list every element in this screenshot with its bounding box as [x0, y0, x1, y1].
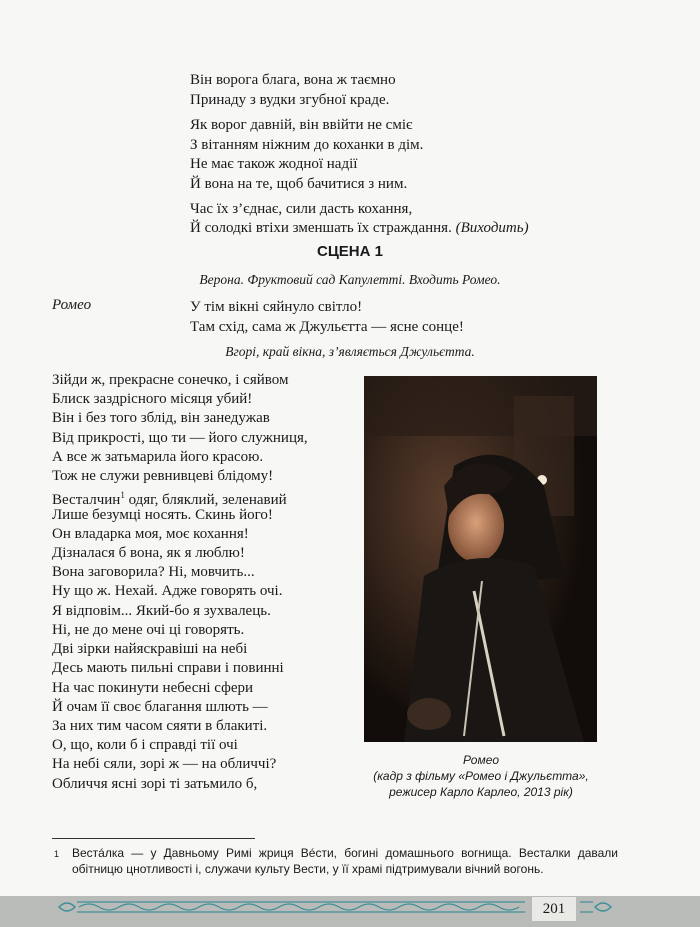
speech-line: У тім вікні сяйнуло світло!: [190, 299, 363, 315]
monologue-line: Я відповім... Який-бо я зухвалець.: [52, 603, 271, 619]
monologue-line: Вона заговорила? Ні, мовчить...: [52, 564, 255, 580]
verse-line: Й вона на те, щоб бачитися з ним.: [190, 176, 408, 192]
monologue-line: Тож не служи ревнивцеві блідому!: [52, 468, 274, 484]
monologue-line: Від прикрості, що ти — його служниця,: [52, 430, 308, 446]
stage-direction: Верона. Фруктовий сад Капулетті. Входить Ромео.: [199, 272, 501, 287]
film-still-image: [364, 376, 597, 742]
monologue-line: За них тим часом сяяти в блакиті.: [52, 718, 268, 734]
speech-line: Там схід, сама ж Джульєтта — ясне сонце!: [190, 319, 464, 335]
verse-line: Принаду з вудки згубної краде.: [190, 92, 390, 108]
monologue-line: Дізналася б вона, як я люблю!: [52, 545, 245, 561]
monologue-line: Ні, не до мене очі ці говорять.: [52, 622, 245, 638]
exit-note: (Виходить): [455, 220, 529, 236]
romeo-portrait-illustration: [364, 376, 597, 742]
verse-line: Як ворог давній, він ввійти не сміє: [190, 117, 413, 133]
monologue-line: На час покинути небесні сфери: [52, 680, 254, 696]
monologue-line: Блиск заздрісного місяця убий!: [52, 391, 253, 407]
monologue-line: А все ж затьмарила його красою.: [52, 449, 264, 465]
stage-direction: Вгорі, край вікна, з’являється Джульєтта.: [225, 344, 475, 359]
caption-line: (кадр з фільму «Ромео і Джульєтта»,: [373, 769, 589, 783]
caption-title: Ромео: [462, 753, 500, 767]
footnote-ref: 1: [120, 490, 125, 500]
verse-line: [190, 218, 529, 238]
monologue-line: Зійди ж, прекрасне сонечко, і сяйвом: [52, 372, 289, 388]
verse-line: Час їх з’єднає, сили дасть кохання,: [190, 201, 413, 217]
monologue-line: Дві зірки найяскравіші на небі: [52, 641, 248, 657]
monologue-text: одяг, бляклий, зеленавий: [124, 492, 287, 508]
speaker-name: Ромео: [52, 297, 92, 313]
monologue-line: Десь мають пильні справи і повинні: [52, 660, 284, 676]
verse-line: З вітанням ніжним до коханки в дім.: [190, 137, 424, 153]
scene-title: СЦЕНА 1: [317, 243, 383, 260]
monologue-text: Весталчин: [52, 492, 121, 508]
monologue-line: Ну що ж. Нехай. Адже говорять очі.: [52, 583, 283, 599]
monologue-line: Він і без того зблід, він занедужав: [52, 410, 270, 426]
monologue-line: Лише безумці носять. Скинь його!: [52, 507, 273, 523]
ornament-border-icon: [55, 898, 615, 916]
verse-line: Він ворога блага, вона ж таємно: [190, 72, 396, 88]
verse-line: Не має також жодної надії: [190, 156, 358, 172]
footnote-text: Вестáлка — у Давньому Римі жриця Вéсти, богині домашнього вогнища. Весталки давали обітницю цнотливості і, служачи культу Вести, у її храмі підтримували вічний вогонь.: [72, 846, 618, 876]
page-number: 201: [532, 897, 576, 921]
verse-text: Й солодкі втіхи зменшать їх страждання.: [190, 220, 452, 236]
caption-line: режисер Карло Карлео, 2013 рік): [389, 785, 573, 799]
monologue-line: Он владарка моя, моє кохання!: [52, 526, 249, 542]
monologue-line: На небі сяли, зорі ж — на обличчі?: [52, 756, 277, 772]
footnote-number: 1: [54, 849, 60, 859]
monologue-line: О, що, коли б і справді тії очі: [52, 737, 238, 753]
footnote-divider: [52, 838, 255, 839]
monologue-line: Й очам її своє благання шлють —: [52, 699, 268, 715]
monologue-line: Обличчя ясні зорі ті затьмило б,: [52, 776, 258, 792]
